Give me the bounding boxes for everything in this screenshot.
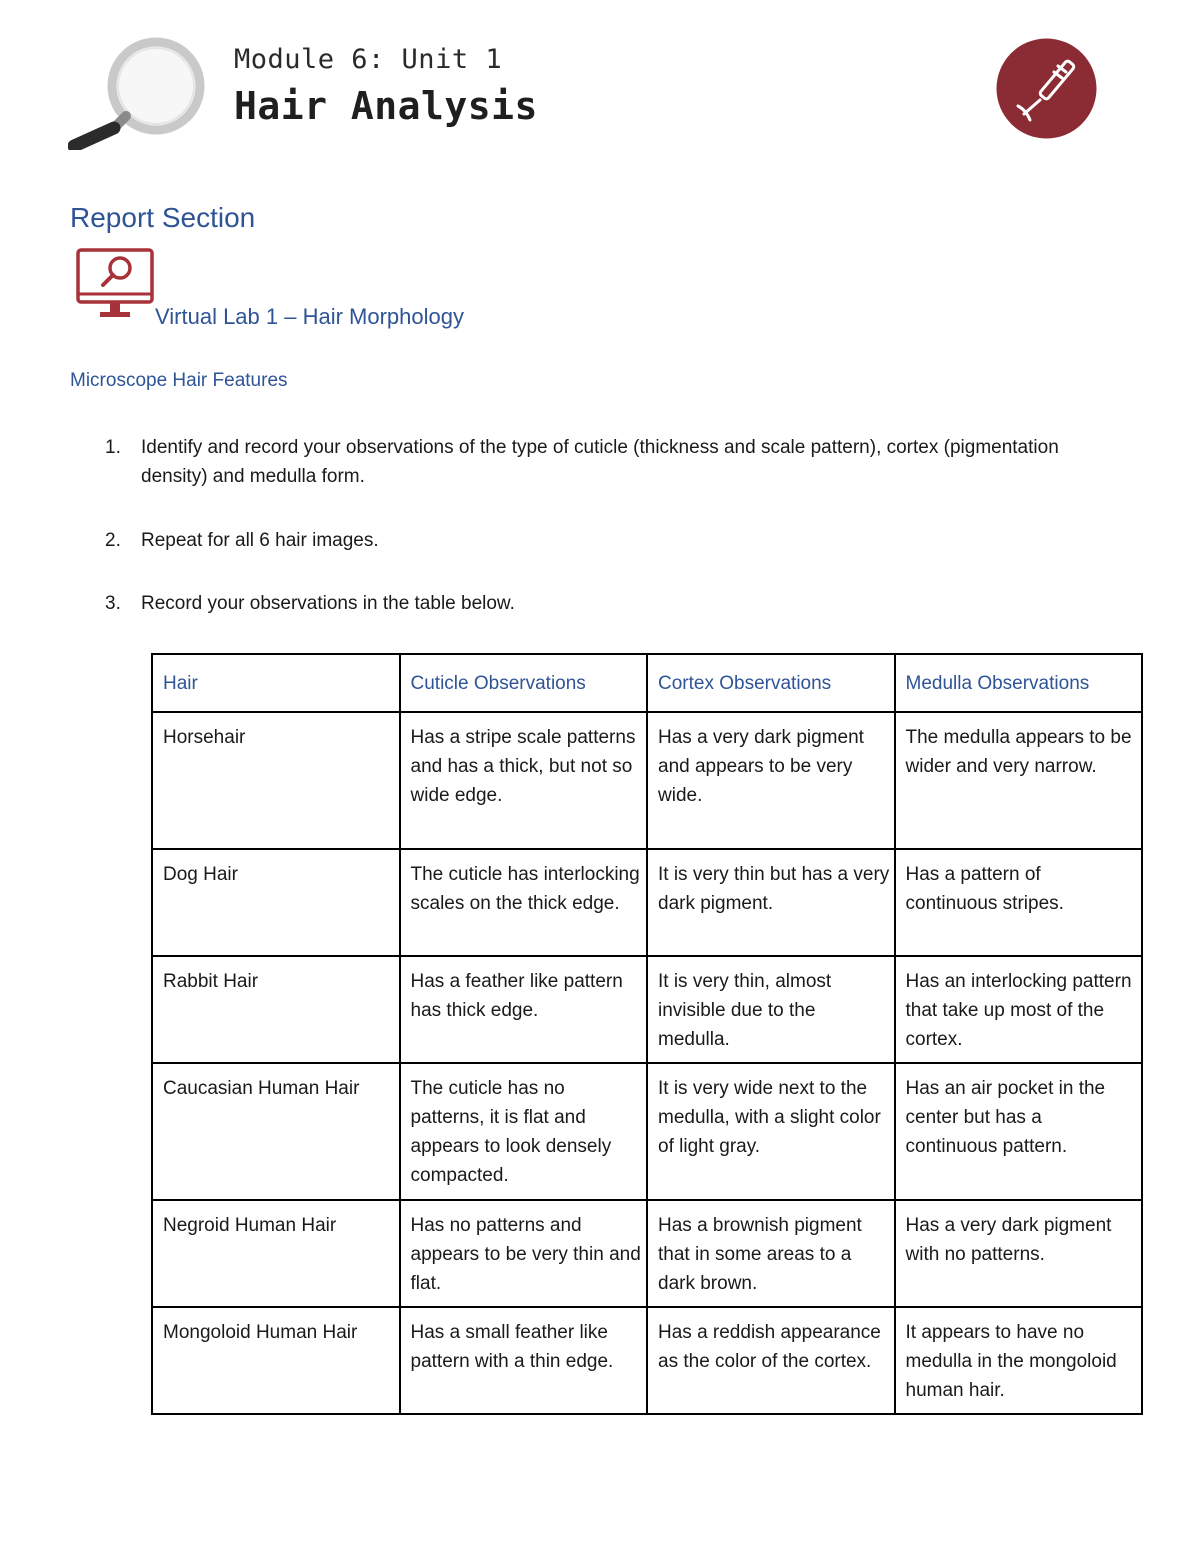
observations-table (151, 653, 1143, 1415)
table-row (152, 956, 1142, 1063)
cortex-cell: It is very wide next to the medulla, with a slight color of light gray. (647, 1063, 895, 1200)
header-hair: Hair (152, 654, 400, 712)
hair-type-cell: Mongoloid Human Hair (152, 1307, 400, 1414)
cuticle-cell: The cuticle has interlocking scales on the thick edge. (400, 849, 648, 956)
hair-type-cell: Caucasian Human Hair (152, 1063, 400, 1200)
table-row (152, 849, 1142, 956)
step-number: 2. (105, 530, 121, 551)
step-text: Repeat for all 6 hair images. (141, 530, 379, 551)
medulla-cell: The medulla appears to be wider and very narrow. (895, 712, 1143, 849)
medulla-cell: Has a pattern of continuous stripes. (895, 849, 1143, 956)
step-item (105, 433, 1085, 491)
cortex-cell: Has a reddish appearance as the color of the cortex. (647, 1307, 895, 1414)
table-header-row (152, 654, 1142, 712)
report-section-heading: Report Section (70, 202, 256, 233)
cuticle-cell: Has a small feather like pattern with a thin edge. (400, 1307, 648, 1414)
step-number: 1. (105, 437, 121, 458)
medulla-cell: Has an air pocket in the center but has a continuous pattern. (895, 1063, 1143, 1200)
magnifying-glass-icon (68, 34, 208, 150)
module-unit-label: Module 6: Unit 1 (234, 44, 503, 75)
hair-type-cell: Negroid Human Hair (152, 1200, 400, 1307)
header-cuticle: Cuticle Observations (400, 654, 648, 712)
cortex-cell: It is very thin, almost invisible due to the medulla. (647, 956, 895, 1063)
hair-type-cell: Dog Hair (152, 849, 400, 956)
hair-type-cell: Horsehair (152, 712, 400, 849)
cortex-cell: Has a brownish pigment that in some areas to a dark brown. (647, 1200, 895, 1307)
cuticle-cell: Has no patterns and appears to be very thin and flat. (400, 1200, 648, 1307)
step-text: Record your observations in the table below. (141, 593, 515, 614)
microscope-features-heading: Microscope Hair Features (70, 370, 288, 391)
cortex-cell: It is very thin but has a very dark pigment. (647, 849, 895, 956)
monitor-search-icon (76, 248, 154, 322)
cuticle-cell: The cuticle has no patterns, it is flat and appears to look densely compacted. (400, 1063, 648, 1200)
header-cortex: Cortex Observations (647, 654, 895, 712)
document-title: Hair Analysis (234, 84, 538, 128)
cuticle-cell: Has a stripe scale patterns and has a thick, but not so wide edge. (400, 712, 648, 849)
step-text: Identify and record your observations of the type of cuticle (thickness and scale pattern), cortex (pigmentation density) and medulla form. (141, 437, 1059, 487)
step-item (105, 526, 1085, 555)
medulla-cell: Has an interlocking pattern that take up most of the cortex. (895, 956, 1143, 1063)
cortex-cell: Has a very dark pigment and appears to be very wide. (647, 712, 895, 849)
table-row (152, 1307, 1142, 1414)
hair-type-cell: Rabbit Hair (152, 956, 400, 1063)
table-row (152, 1063, 1142, 1200)
table-row (152, 712, 1142, 849)
header-medulla: Medulla Observations (895, 654, 1143, 712)
cuticle-cell: Has a feather like pattern has thick edge. (400, 956, 648, 1063)
medulla-cell: It appears to have no medulla in the mongoloid human hair. (895, 1307, 1143, 1414)
step-item (105, 589, 1085, 618)
medulla-cell: Has a very dark pigment with no patterns. (895, 1200, 1143, 1307)
step-number: 3. (105, 593, 121, 614)
microscope-tool-icon (996, 38, 1097, 139)
lab-title: Virtual Lab 1 – Hair Morphology (155, 304, 464, 329)
table-row (152, 1200, 1142, 1307)
